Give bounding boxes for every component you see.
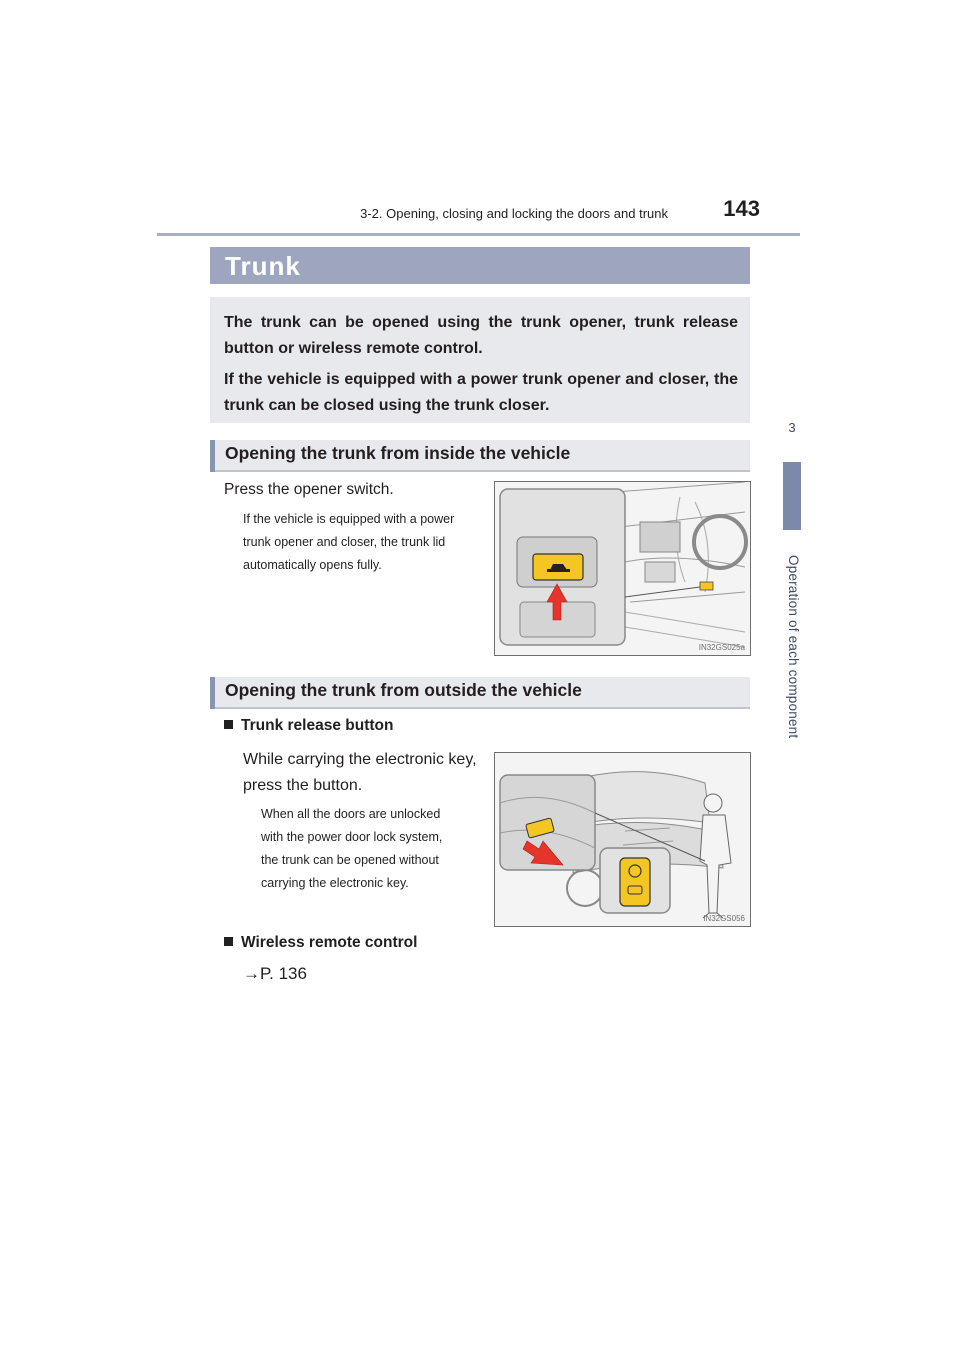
trunk-illustration xyxy=(495,753,750,926)
page-reference-link[interactable]: →P. 136 xyxy=(243,964,307,983)
heading-accent xyxy=(210,677,215,709)
title-bar xyxy=(210,247,750,284)
item-trunk-release xyxy=(224,717,393,735)
item1-instruction xyxy=(243,747,477,799)
note-line: If the vehicle is equipped with a power xyxy=(243,512,455,526)
square-bullet-icon xyxy=(224,720,233,729)
trunk-release-figure xyxy=(494,752,751,927)
section-header: 3-2. Opening, closing and locking the doors and trunk xyxy=(360,206,668,221)
item-title: Wireless remote control xyxy=(241,934,418,951)
chapter-number: 3 xyxy=(788,420,796,435)
page-title: Trunk xyxy=(225,251,301,281)
note-line: carrying the electronic key. xyxy=(261,876,409,890)
item-wireless-remote xyxy=(224,934,417,952)
inside-instruction: Press the opener switch. xyxy=(224,481,394,498)
outside-heading: Opening the trunk from outside the vehicle xyxy=(225,680,582,700)
outside-heading-bar xyxy=(210,677,750,709)
instruction-line: press the button. xyxy=(243,777,363,794)
note-line: automatically opens fully. xyxy=(243,558,382,572)
opener-switch-figure xyxy=(494,481,751,656)
intro-paragraph-1: The trunk can be opened using the trunk opener, trunk release button or wireless remote control. xyxy=(224,314,738,357)
intro-box xyxy=(210,297,750,423)
header-rule xyxy=(157,233,800,236)
item-title: Trunk release button xyxy=(241,717,394,734)
dashboard-illustration xyxy=(495,482,750,655)
note-line: When all the doors are unlocked xyxy=(261,807,441,821)
square-bullet-icon xyxy=(224,937,233,946)
figure-code: IN32GS056 xyxy=(703,914,745,923)
item1-note xyxy=(261,803,480,895)
figure-code: IN32GS025a xyxy=(698,643,745,652)
note-line: the trunk can be opened without xyxy=(261,853,439,867)
chapter-title: Operation of each component xyxy=(786,555,801,739)
inside-note xyxy=(243,508,479,577)
page-number: 143 xyxy=(723,196,760,221)
intro-paragraph-2: If the vehicle is equipped with a power trunk opener and closer, the trunk can be closed using the trunk closer. xyxy=(224,371,738,414)
heading-accent xyxy=(210,440,215,472)
instruction-line: While carrying the electronic key, xyxy=(243,751,477,768)
inside-heading-bar xyxy=(210,440,750,472)
note-line: trunk opener and closer, the trunk lid xyxy=(243,535,446,549)
chapter-tab xyxy=(783,462,801,530)
inside-heading: Opening the trunk from inside the vehicle xyxy=(225,443,571,463)
note-line: with the power door lock system, xyxy=(261,830,443,844)
